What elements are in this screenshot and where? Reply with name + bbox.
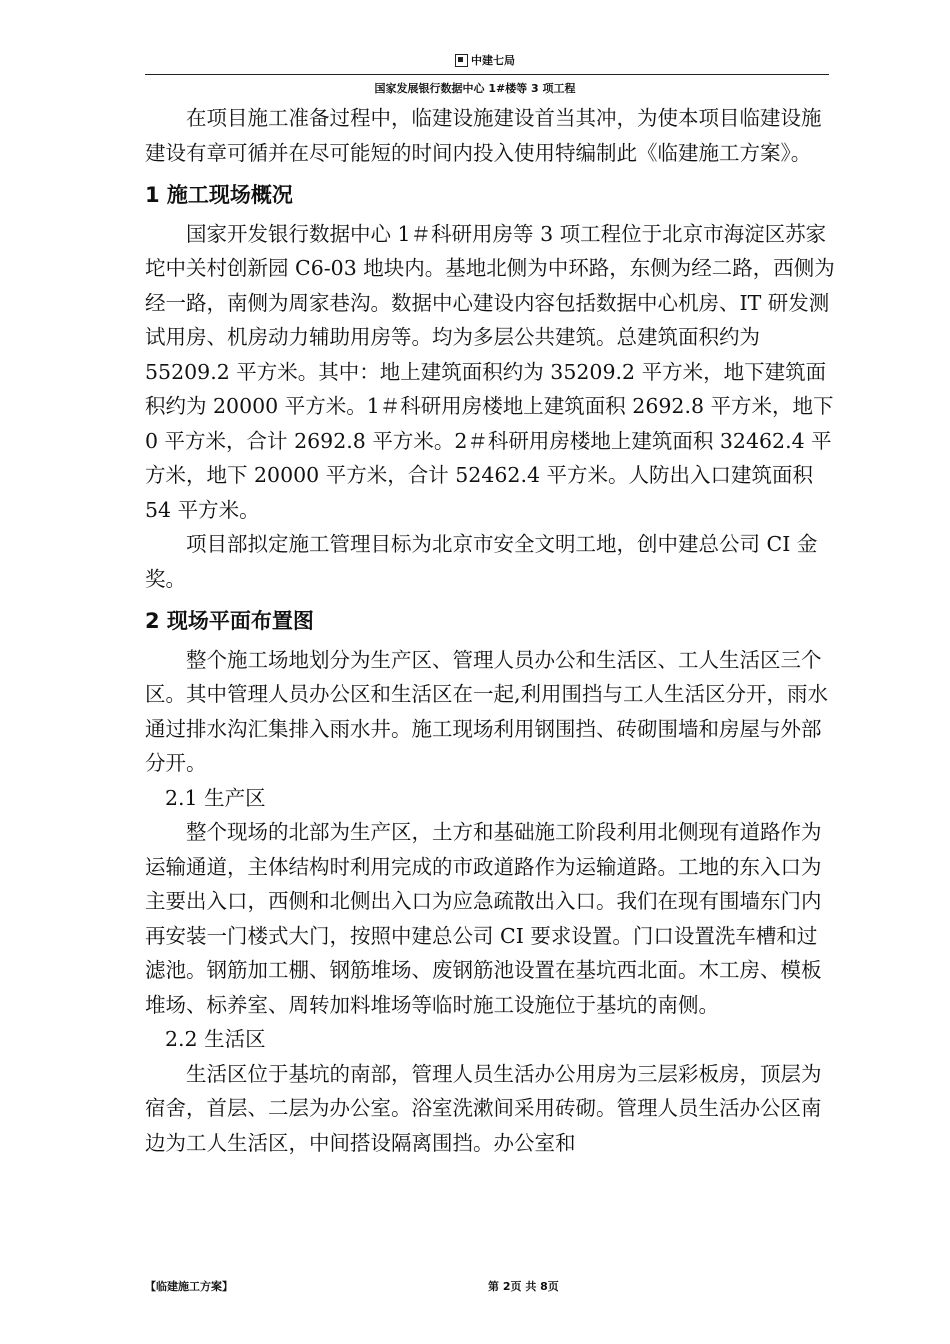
document-body [145,101,835,1160]
footer-page-number: 第 2页 共 8页 [488,1280,559,1293]
subsection-2-1-heading: 2.1 生产区 [165,785,266,810]
project-title: 国家发展银行数据中心 1#楼等 3 项工程 [374,82,576,95]
subsection-2-2-paragraph: 生活区位于基坑的南部，管理人员生活办公用房为三层彩板房，顶层为宿舍，首层、二层为办公室。浴室洗漱间采用砖砌。管理人员生活办公区南边为工人生活区，中间搭设隔离围挡。办公室和 [145,1061,822,1155]
company-logo [455,52,515,68]
section-2-paragraph: 整个施工场地划分为生产区、管理人员办公和生活区、工人生活区三个区。其中管理人员办公区和生活区在一起,利用围挡与工人生活区分开，雨水通过排水沟汇集排入雨水井。施工现场利用钢围挡、砖砌围墙和房屋与外部分开。 [145,647,829,775]
subsection-2-1-paragraph: 整个现场的北部为生产区，土方和基础施工阶段利用北侧现有道路作为运输通道，主体结构时利用完成的市政道路作为运输道路。工地的东入口为主要出入口，西侧和北侧出入口为应急疏散出入口。我们在现有围墙东门内再安装一门楼式大门，按照中建总公司 CI 要求设置。门口设置洗车槽和过滤池。钢筋加工棚、钢筋堆场、废钢筋池设置在基坑西北面。木工房、模板堆场、标养室、周转加料堆场等临时施工设施位于基坑的南侧。 [145,820,822,1017]
section-1-heading: 1 施工现场概况 [145,183,293,207]
section-1-paragraph-1: 国家开发银行数据中心 1＃科研用房等 3 项工程位于北京市海淀区苏家坨中关村创新园 C6-03 地块内。基地北侧为中环路，东侧为经二路，西侧为经一路，南侧为周家巷沟。数据中心建设内容包括数据中心机房、IT 研发测试用房、机房动力辅助用房等。均为多层公共建筑。总建筑面积约为 55209.2 平方米。其中：地上建筑面积约为 35209.2 平方米，地下建筑面积约为 20000 平方米。1＃科研用房楼地上建筑面积 2692.8 平方米，地下 0 平方米，合计 2692.8 平方米。2＃科研用房楼地上建筑面积 32462.4 平方米，地下 20000 平方米，合计 52462.4 平方米。人防出入口建筑面积 54 平方米。 [145,221,835,522]
header-divider [145,74,829,75]
section-1-paragraph-2: 项目部拟定施工管理目标为北京市安全文明工地，创中建总公司 CI 金奖。 [145,532,818,591]
company-logo-icon [455,54,468,67]
footer-doc-name: 【临建施工方案】 [145,1280,233,1293]
company-name: 中建七局 [471,54,515,67]
subsection-2-2-heading: 2.2 生活区 [165,1027,266,1051]
intro-paragraph: 在项目施工准备过程中，临建设施建设首当其冲，为使本项目临建设施建设有章可循并在尽可能短的时间内投入使用特编制此《临建施工方案》。 [145,106,822,165]
section-2-heading: 2 现场平面布置图 [145,609,314,633]
